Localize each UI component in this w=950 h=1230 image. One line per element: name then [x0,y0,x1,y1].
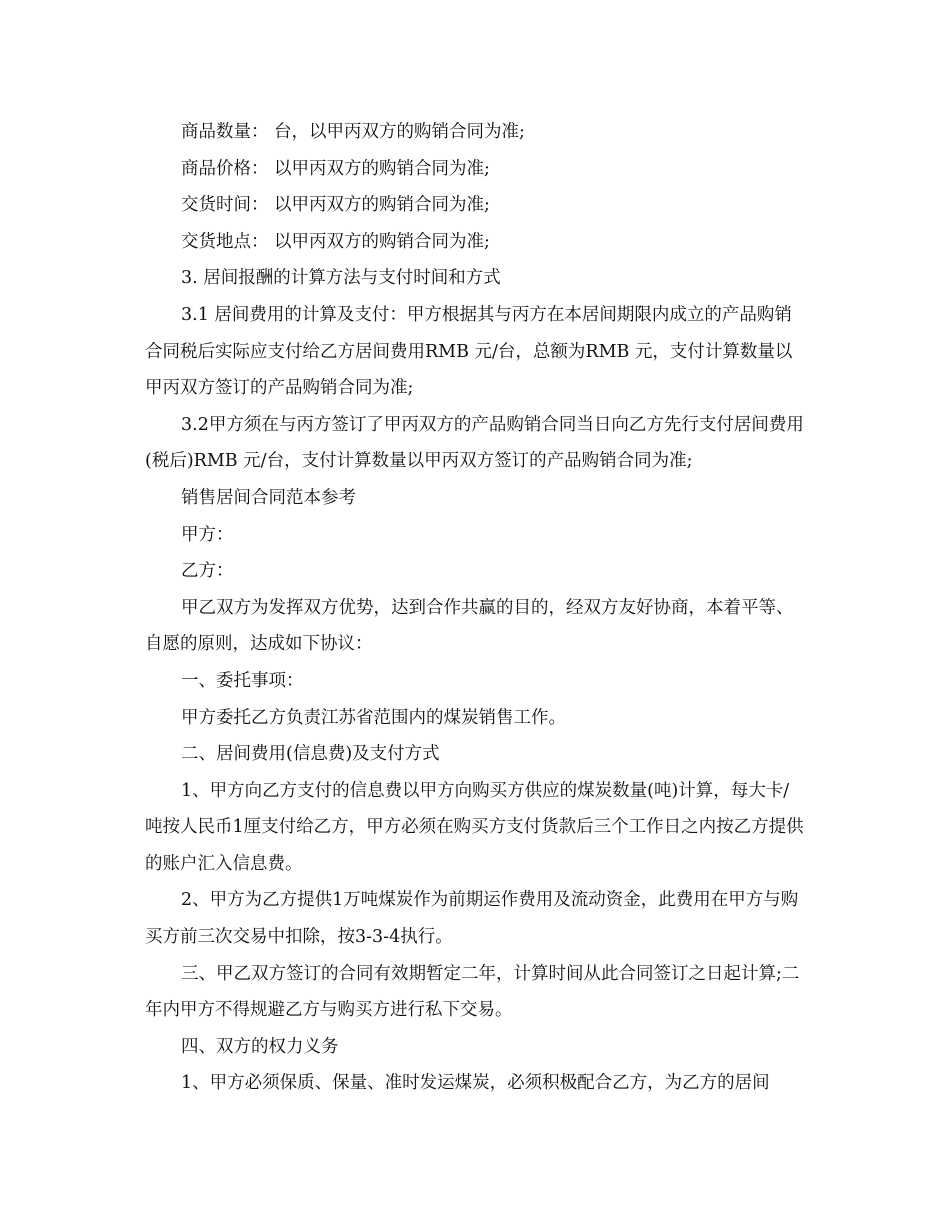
party-b-label: 乙方： [181,561,234,582]
section-heading-4: 四、双方的权力义务 [181,1036,339,1057]
section-heading-1: 一、委托事项： [181,670,304,691]
section-heading-3: 3. 居间报酬的计算方法与支付时间和方式 [181,268,501,289]
party-a-label: 甲方： [181,524,234,545]
paragraph-price: 商品价格： 以甲丙双方的购销合同为准; [181,158,490,179]
document-body [145,114,805,1102]
paragraph-entrusted-matter: 甲方委托乙方负责江苏省范围内的煤炭销售工作。 [181,707,566,728]
paragraph-delivery-place: 交货地点： 以甲丙双方的购销合同为准; [181,231,490,252]
paragraph-quantity: 商品数量： 台，以甲丙双方的购销合同为准; [181,122,525,142]
section-heading-2: 二、居间费用(信息费)及支付方式 [181,744,440,765]
paragraph-fee-2: 2、甲方为乙方提供1万吨煤炭作为前期运作费用及流动资金，此费用在甲方与购买方前三次交易中扣除，按3-3-4执行。 [145,890,799,948]
paragraph-rights-1: 1、甲方必须保质、保量、准时发运煤炭，必须积极配合乙方，为乙方的居间 [181,1073,770,1094]
paragraph-preamble: 甲乙双方为发挥双方优势，达到合作共赢的目的，经双方友好协商，本着平等、自愿的原则，达成如下协议： [145,597,794,655]
contract-title: 销售居间合同范本参考 [181,487,356,508]
paragraph-term: 三、甲乙双方签订的合同有效期暂定二年，计算时间从此合同签订之日起计算;二年内甲方不得规避乙方与购买方进行私下交易。 [145,963,800,1021]
paragraph-fee-1: 1、甲方向乙方支付的信息费以甲方向购买方供应的煤炭数量(吨)计算，每大卡/吨按人民币1厘支付给乙方，甲方必须在购买方支付货款后三个工作日之内按乙方提供的账户汇入信息费。 [145,780,804,874]
paragraph-3-1: 3.1 居间费用的计算及支付：甲方根据其与丙方在本居间期限内成立的产品购销合同税后实际应支付给乙方居间费用RMB 元/台，总额为RMB 元，支付计算数量以甲丙双方签订的产品购销合同为准; [145,304,793,399]
paragraph-3-2: 3.2甲方须在与丙方签订了甲丙双方的产品购销合同当日向乙方先行支付居间费用(税后)RMB 元/台，支付计算数量以甲丙双方签订的产品购销合同为准; [145,414,804,472]
paragraph-delivery-time: 交货时间： 以甲丙双方的购销合同为准; [181,195,490,216]
